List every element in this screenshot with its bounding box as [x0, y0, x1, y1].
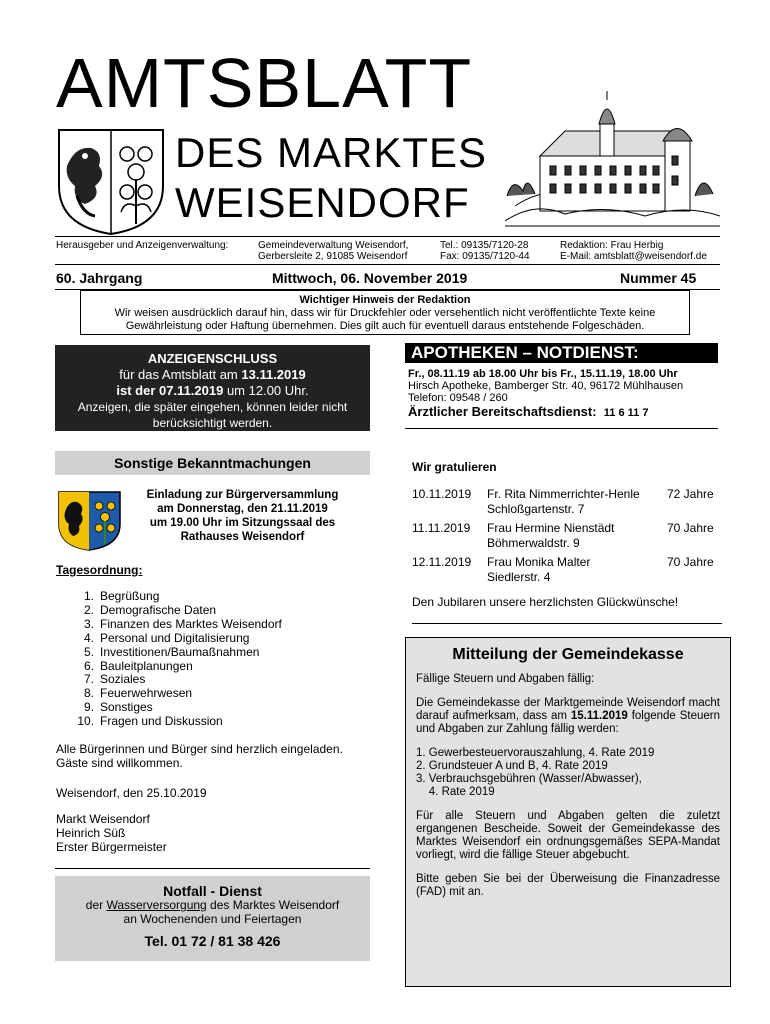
agenda-item: [60, 673, 360, 687]
agenda-item: [60, 604, 360, 618]
notfall-phone: Tel. 01 72 / 81 38 426: [144, 933, 281, 949]
publisher-org: Gemeindeverwaltung Weisendorf,: [258, 240, 409, 251]
signature-line1: Markt Weisendorf: [56, 812, 150, 826]
agenda-item: [60, 646, 360, 660]
anzeigenschluss-line2: ist der 07.11.2019 um 12.00 Uhr.: [116, 383, 309, 398]
birthday-person: [487, 555, 667, 585]
invitation-line3: um 19.00 Uhr im Sitzungssaal des: [149, 517, 336, 529]
birthday-person: [487, 487, 667, 517]
masthead-title: AMTSBLATT: [56, 44, 473, 122]
masthead-subtitle-line1: DES MARKTES: [175, 129, 488, 176]
agenda-list: [60, 590, 360, 729]
issue-date: Mittwoch, 06. November 2019: [272, 270, 468, 286]
birthday-street: Siedlerstr. 4: [487, 570, 551, 584]
gemeindekasse-item: 3. Verbrauchsgebühren (Wasser/Abwasser),: [416, 773, 642, 785]
gemeindekasse-p2: Die Gemeindekasse der Marktgemeinde Weisendorf macht darauf aufmerksam, dass am 15.11.2019 folgende Steuern und Abgaben zur Zahlung fällig werden:: [416, 697, 720, 735]
gemeindekasse-item: 1. Gewerbesteuervorauszahlung, 4. Rate 2019: [416, 747, 655, 759]
coat-of-arms-color-icon: [57, 490, 122, 552]
castle-illustration-icon: [505, 86, 720, 236]
birthday-date: 12.11.2019: [412, 555, 472, 569]
gemeindekasse-box: [405, 637, 731, 987]
birthday-row: [412, 555, 722, 585]
agenda-item-text: Sonstiges: [100, 700, 153, 715]
birthday-age: 70 Jahre: [667, 555, 714, 569]
gemeindekasse-items: [416, 747, 720, 799]
agenda-item-number: 6.: [83, 658, 94, 673]
birthday-name: Frau Monika Malter: [487, 555, 591, 569]
agenda-item: [60, 618, 360, 632]
agenda-item-text: Personal und Digitalisierung: [100, 630, 250, 645]
closing-text: [56, 742, 371, 770]
publisher-fax: Fax: 09135/7120-44: [440, 251, 530, 262]
anzeigenschluss-title: ANZEIGENSCHLUSS: [147, 351, 278, 366]
invitation-line1: Einladung zur Bürgerversammlung: [146, 489, 339, 501]
editorial-notice-line2: Gewährleistung oder Haftung übernehmen. Dies gilt auch für eventuell daraus entstehende Folgeschäden.: [125, 320, 645, 332]
publisher-tel: Tel.: 09135/7120-28: [440, 240, 529, 251]
agenda-label: Tagesordnung:: [56, 563, 143, 577]
closing-line1: Alle Bürgerinnen und Bürger sind herzlich eingeladen.: [56, 742, 343, 756]
birthday-person: [487, 521, 667, 551]
agenda-item-number: 10.: [77, 714, 94, 729]
birthday-street: Schloßgartenstr. 7: [487, 502, 585, 516]
agenda-item-number: 5.: [83, 644, 94, 659]
publisher-address: Gerbersleite 2, 91085 Weisendorf: [258, 251, 408, 262]
agenda-item: [60, 660, 360, 674]
gemeindekasse-p3: Für alle Steuern und Abgaben gelten die zuletzt ergangenen Bescheide. Soweit der Gemeindekasse des Marktes Weisendorf ein ordnungsgemäßes SEPA-Mandat vorliegt, wird die fällige Steuer abgebucht.: [416, 810, 720, 861]
gemeindekasse-p1: Fällige Steuern und Abgaben fällig:: [416, 673, 595, 685]
header-rule: [55, 236, 720, 237]
notfall-line1: der Wasserversorgung des Marktes Weisendorf: [85, 898, 340, 912]
agenda-item: [60, 632, 360, 646]
agenda-item-number: 1.: [83, 589, 94, 603]
birthday-name: Frau Hermine Nienstädt: [487, 521, 615, 535]
coat-of-arms-icon: [55, 126, 167, 236]
signature-block: [56, 812, 167, 854]
invitation-line4: Rathauses Weisendorf: [180, 531, 305, 543]
birthday-name: Fr. Rita Nimmerrichter-Henle: [487, 487, 640, 501]
agenda-item-number: 9.: [83, 700, 94, 715]
gemeindekasse-item: 2. Grundsteuer A und B, 4. Rate 2019: [416, 760, 608, 772]
gemeindekasse-p4: Bitte geben Sie bei der Überweisung die Finanzadresse (FAD) mit an.: [416, 873, 720, 898]
apotheken-content: [408, 368, 718, 419]
notfall-box: [55, 876, 370, 961]
apotheken-phone: Telefon: 09548 / 260: [408, 392, 508, 404]
birthday-date: 10.11.2019: [412, 487, 472, 501]
gemeindekasse-title: Mitteilung der Gemeindekasse: [452, 646, 684, 663]
editorial-notice-title: Wichtiger Hinweis der Redaktion: [299, 294, 471, 306]
gratulieren-wish: Den Jubilaren unsere herzlichsten Glückwünsche!: [412, 595, 679, 609]
notfall-line2: an Wochenenden und Feiertagen: [123, 912, 302, 926]
birthday-age: 70 Jahre: [667, 521, 714, 535]
apotheken-pharmacy: Hirsch Apotheke, Bamberger Str. 40, 96172 Mühlhausen: [408, 380, 684, 392]
publisher-editor: Redaktion: Frau Herbig: [560, 240, 664, 251]
invitation-line2: am Donnerstag, den 21.11.2019: [157, 503, 328, 515]
agenda-item: [60, 701, 360, 715]
doctor-service: Ärztlicher Bereitschaftsdienst: 11 6 11 7: [408, 404, 649, 419]
agenda-item-number: 7.: [83, 672, 94, 687]
apotheken-rule: [405, 428, 718, 429]
gratulieren-rule: [412, 623, 722, 624]
place-date: Weisendorf, den 25.10.2019: [56, 786, 207, 800]
editorial-notice: [80, 290, 690, 335]
anzeigenschluss-line1: für das Amtsblatt am 13.11.2019: [119, 367, 306, 382]
agenda-item-number: 3.: [83, 616, 94, 631]
agenda-item: [60, 715, 360, 729]
agenda-item-text: Bauleitplanungen: [100, 658, 193, 673]
signature-line2: Heinrich Süß: [56, 826, 126, 840]
agenda-item-number: 2.: [83, 602, 94, 617]
sonstige-title: Sonstige Bekanntmachungen: [55, 451, 370, 475]
masthead-subtitle-line2: WEISENDORF: [175, 179, 470, 226]
gratulieren-title: Wir gratulieren: [412, 460, 497, 474]
header-rule-2: [55, 264, 720, 265]
birthday-row: [412, 521, 722, 551]
signature-line3: Erster Bürgermeister: [56, 840, 167, 854]
agenda-item-number: 4.: [83, 630, 94, 645]
agenda-item-text: Begrüßung: [100, 589, 160, 603]
agenda-item-text: Feuerwehrwesen: [100, 686, 193, 701]
issue-year: 60. Jahrgang: [56, 270, 143, 286]
publisher-label: Herausgeber und Anzeigenverwaltung:: [56, 240, 229, 251]
agenda-item-text: Finanzen des Marktes Weisendorf: [100, 616, 282, 631]
birthday-row: [412, 487, 722, 517]
anzeigenschluss-line4: berücksichtigt werden.: [152, 416, 273, 430]
anzeigenschluss-box: [55, 345, 370, 431]
agenda-item: [60, 590, 360, 604]
issue-number: Nummer 45: [620, 270, 697, 286]
notfall-title: Notfall - Dienst: [163, 883, 262, 899]
publisher-email: E-Mail: amtsblatt@weisendorf.de: [560, 251, 707, 262]
apotheken-time: Fr., 08.11.19 ab 18.00 Uhr bis Fr., 15.11.19, 18.00 Uhr: [408, 368, 678, 380]
agenda-item-text: Investitionen/Baumaßnahmen: [100, 644, 260, 659]
birthday-list: [412, 487, 722, 589]
gemeindekasse-item: 4. Rate 2019: [416, 786, 495, 798]
birthday-age: 72 Jahre: [667, 487, 714, 501]
anzeigenschluss-line3: Anzeigen, die später eingehen, können leider nicht: [77, 400, 348, 414]
agenda-item-text: Demografische Daten: [100, 602, 217, 617]
agenda-item-number: 8.: [83, 686, 94, 701]
agenda-item: [60, 687, 360, 701]
apotheken-title: APOTHEKEN – NOTDIENST:: [405, 343, 718, 363]
section-rule: [55, 868, 370, 869]
invitation: [120, 488, 365, 544]
birthday-street: Böhmerwaldstr. 9: [487, 536, 580, 550]
agenda-item-text: Soziales: [100, 672, 146, 687]
agenda-item-text: Fragen und Diskussion: [100, 714, 223, 729]
birthday-date: 11.11.2019: [412, 521, 471, 535]
closing-line2: Gäste sind willkommen.: [56, 756, 183, 770]
editorial-notice-line1: Wir weisen ausdrücklich darauf hin, dass wir für Druckfehler oder versehentlich nicht veröffentlichte Texte keine: [114, 307, 656, 319]
